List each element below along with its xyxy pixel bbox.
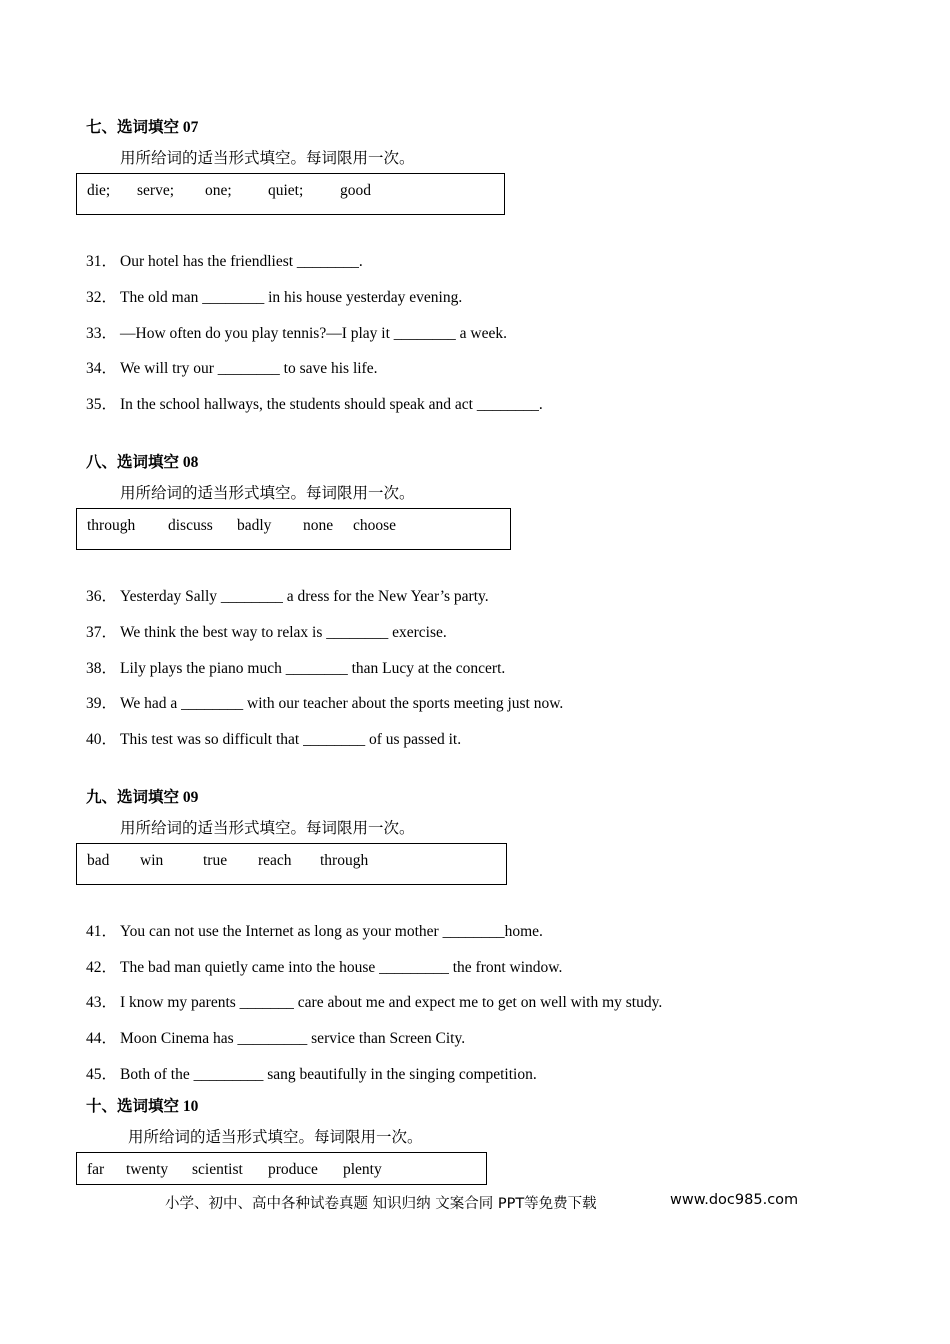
question-text: I know my parents _______ care about me and expect me to get on well with my study. [120,994,663,1011]
section-instruction-7: 用所给词的适当形式填空。每词限用一次。 [120,150,415,167]
question-32 [86,285,462,307]
question-41 [86,919,543,941]
section-instruction-10: 用所给词的适当形式填空。每词限用一次。 [128,1129,423,1146]
section-title-10: 十、选词填空 10 [86,1098,199,1115]
question-text: Moon Cinema has _________ service than Screen City. [120,1030,466,1047]
word: plenty [343,1161,382,1178]
question-36 [86,584,489,606]
word: through [320,852,369,869]
question-number: 37． [86,624,118,641]
word-box-8 [76,508,511,550]
question-text: Our hotel has the friendliest ________. [120,253,363,270]
question-44 [86,1026,465,1048]
question-number: 44． [86,1030,118,1047]
question-38 [86,656,505,678]
word: serve; [137,182,175,199]
question-text: Both of the _________ sang beautifully in the singing competition. [120,1066,537,1083]
question-text: In the school hallways, the students should speak and act ________. [120,396,543,413]
question-number: 31． [86,253,118,270]
word: produce [268,1161,318,1178]
section-instruction-9: 用所给词的适当形式填空。每词限用一次。 [120,820,415,837]
question-number: 39． [86,695,118,712]
question-text: The old man ________ in his house yesterday evening. [120,289,463,306]
question-number: 33． [86,325,118,342]
section-instruction-8: 用所给词的适当形式填空。每词限用一次。 [120,485,415,502]
question-text: You can not use the Internet as long as your mother ________home. [120,923,543,940]
word: win [140,852,164,869]
word: far [87,1161,105,1178]
word: die; [87,182,111,199]
question-text: Lily plays the piano much ________ than Lucy at the concert. [120,660,506,677]
word: quiet; [268,182,304,199]
question-number: 43． [86,994,118,1011]
word: discuss [168,517,213,534]
question-number: 42． [86,959,118,976]
question-text: We had a ________ with our teacher about the sports meeting just now. [120,695,564,712]
question-33 [86,321,507,343]
question-number: 45． [86,1066,118,1083]
word: scientist [192,1161,243,1178]
question-number: 41． [86,923,118,940]
question-35 [86,392,543,414]
word: through [87,517,136,534]
question-text: Yesterday Sally ________ a dress for the New Year’s party. [120,588,489,605]
question-number: 36． [86,588,118,605]
question-42 [86,955,562,977]
question-number: 32． [86,289,118,306]
question-37 [86,620,447,642]
question-40 [86,727,461,749]
question-number: 34． [86,360,118,377]
footer-text: 小学、初中、高中各种试卷真题 知识归纳 文案合同 PPT等免费下载 [165,1196,597,1212]
question-text: We think the best way to relax is ________ exercise. [120,624,447,641]
question-text: The bad man quietly came into the house _________ the front window. [120,959,563,976]
word: badly [237,517,272,534]
footer-url[interactable]: www.doc985.com [670,1192,799,1208]
question-43 [86,990,662,1012]
section-title-8: 八、选词填空 08 [86,454,199,471]
word-box-7 [76,173,505,215]
word: choose [353,517,397,534]
question-number: 35． [86,396,118,413]
question-31 [86,249,363,271]
word: none [303,517,334,534]
question-text: This test was so difficult that ________ of us passed it. [120,731,462,748]
word: one; [205,182,232,199]
word: bad [87,852,110,869]
section-title-9: 九、选词填空 09 [86,789,199,806]
word-box-10 [76,1152,487,1185]
word: twenty [126,1161,169,1178]
question-text: —How often do you play tennis?—I play it ________ a week. [120,325,507,342]
question-34 [86,356,377,378]
word-box-9 [76,843,507,885]
question-39 [86,691,563,713]
word: good [340,182,371,199]
question-45 [86,1062,537,1084]
question-text: We will try our ________ to save his life. [120,360,378,377]
question-number: 40． [86,731,118,748]
question-number: 38． [86,660,118,677]
word: reach [258,852,292,869]
word: true [203,852,228,869]
section-title-7: 七、选词填空 07 [86,119,199,136]
